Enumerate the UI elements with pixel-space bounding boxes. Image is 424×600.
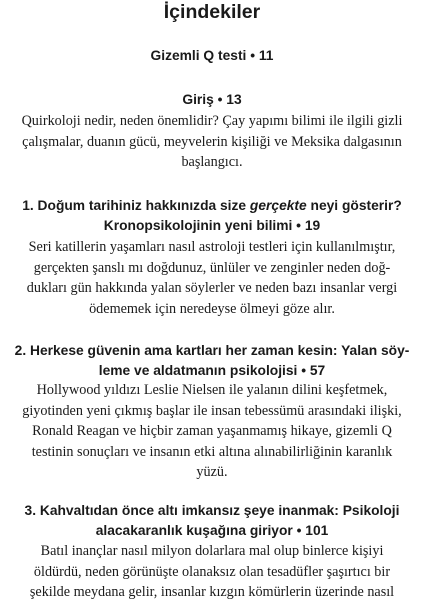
chapter-2-line: testinin sonuçları ve insanın etki altına alınabilirliğinin karanlık	[31, 443, 393, 460]
chapter-1-heading-text: 1. Doğum tarihiniz hakkınızda size	[22, 198, 250, 213]
chapter-1-line: gerçekten şanslı mı doğdunuz, ünlüler ve zenginler neden doğ-	[33, 259, 391, 276]
chapter-2-line: Hollywood yıldızı Leslie Nielsen ile yalanın dilini keşfetmek,	[36, 382, 388, 398]
chapter-3-description	[14, 541, 410, 600]
chapter-2-line: yüzü.	[196, 464, 228, 481]
page-title: İçindekiler	[163, 1, 261, 23]
chapter-1-heading-emphasis: gerçekte	[249, 198, 307, 213]
intro-line: başlangıcı.	[181, 154, 243, 171]
chapter-3-heading-line-2: alacakaranlık kuşağına giriyor • 101	[95, 523, 329, 538]
chapter-2-heading	[8, 341, 416, 381]
chapter-1-line: Seri katillerin yaşamları nasıl astroloji testleri için kullanılmıştır,	[28, 239, 396, 255]
chapter-1-heading-line-1	[8, 196, 416, 216]
prologue-heading: Gizemli Q testi • 11	[150, 48, 274, 63]
chapter-2-heading-line-1: 2. Herkese güvenin ama kartları her zaman kesin: Yalan söy-	[14, 343, 410, 358]
intro-heading: Giriş • 13	[182, 92, 242, 107]
intro-line: Quirkoloji nedir, neden önemlidir? Çay yapımı bilimi ile ilgili gizli	[21, 113, 403, 129]
chapter-3-heading	[8, 501, 416, 541]
chapter-3-heading-line-1: 3. Kahvaltıdan önce altı imkansız şeye inanmak: Psikoloji	[24, 503, 400, 518]
chapter-3-line: öldürdü, neden görünüşte olanaksız olan tesadüfler şaşırtıcı bir	[33, 563, 391, 580]
chapter-1-heading	[8, 196, 416, 236]
chapter-3-line: şekilde meydana gelir, insanlar kızgın kömürlerin üzerinde nasıl	[29, 584, 395, 600]
chapter-2-description	[14, 380, 410, 483]
chapter-2-line: giyotinden yeni çıkmış başlar ile insan tebessümü arasındaki ilişki,	[22, 402, 402, 419]
chapter-1-line: ödememek için neredeyse ölmeyi göze alır.	[89, 300, 335, 317]
chapter-2-line: Ronald Reagan ve hiçbir zaman yaşanmamış hikaye, gizemli Q	[32, 423, 392, 440]
chapter-3-line: Batıl inançlar nasıl milyon dolarlara mal olup binlerce kişiyi	[40, 543, 384, 559]
chapter-1-line: dukları gün hakkında yalan söylerler ve neden bazı insanlar vergi	[26, 280, 398, 297]
chapter-1-heading-text: neyi gösterir?	[306, 198, 402, 213]
intro-description	[14, 111, 410, 173]
chapter-2-heading-line-2: leme ve aldatmanın psikolojisi • 57	[98, 363, 326, 378]
chapter-1-heading-line-2: Kronopsikolojinin yeni bilimi • 19	[103, 218, 321, 233]
intro-line: çalışmalar, duanın gücü, meyvelerin kişiliği ve Meksika dalgasının	[22, 133, 402, 150]
chapter-1-description	[14, 237, 410, 319]
